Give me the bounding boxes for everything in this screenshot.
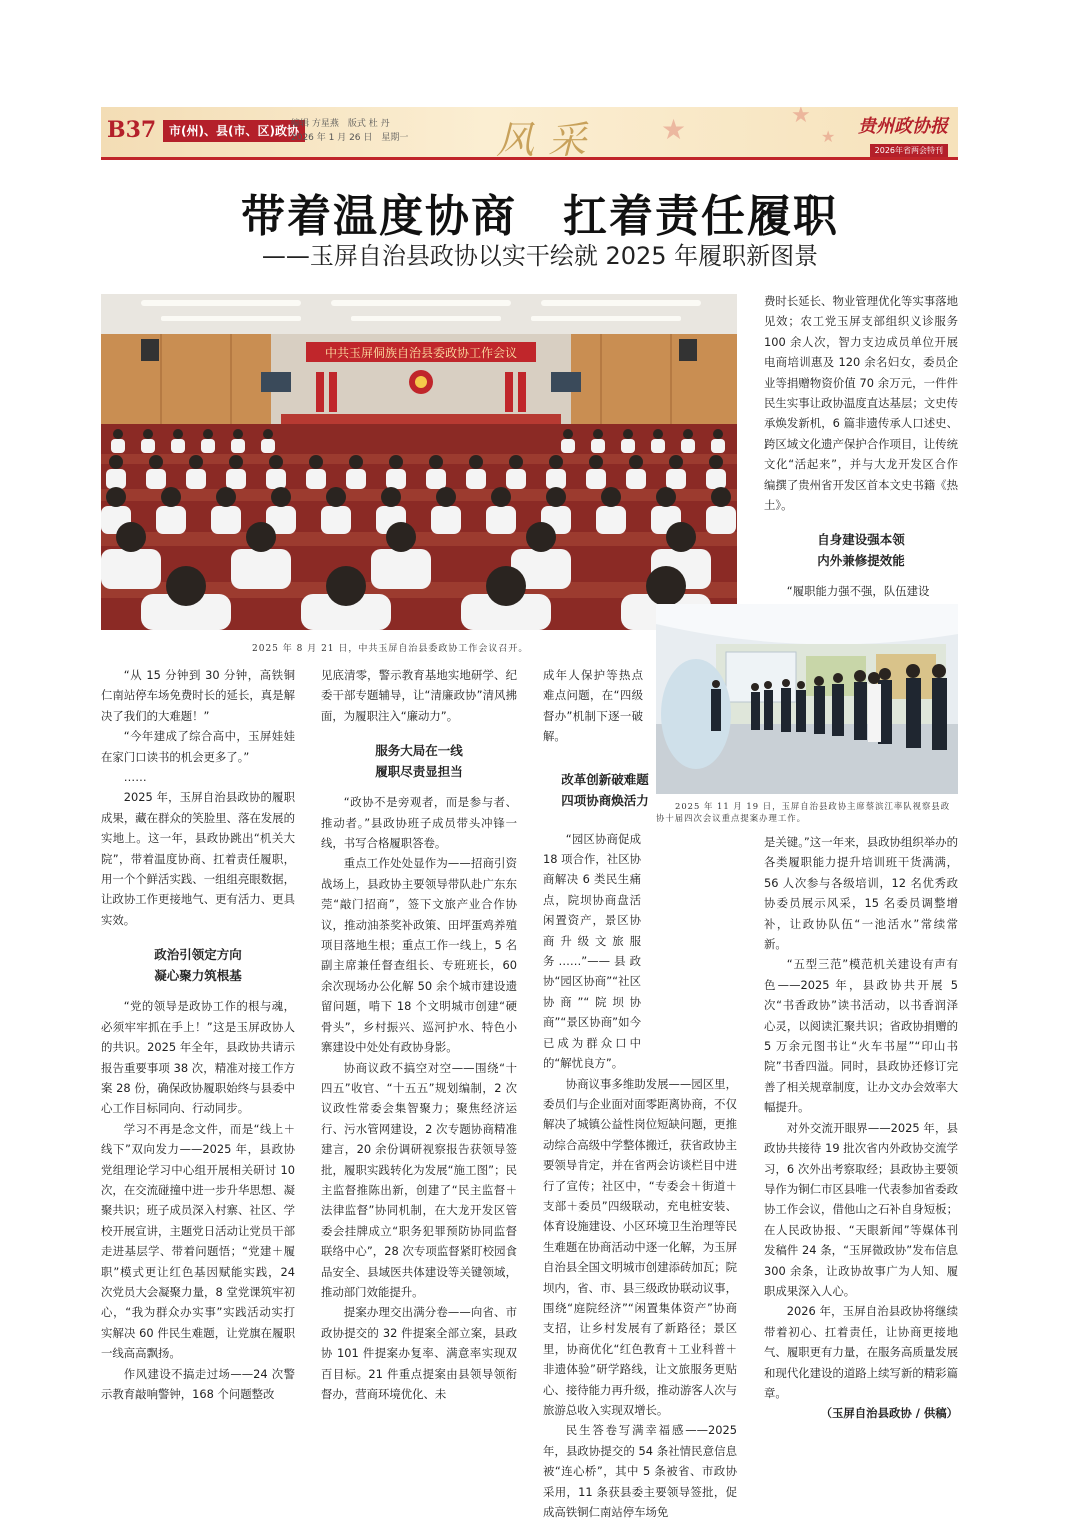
paragraph: 民生答卷写满幸福感——2025 年，县政协提交的 54 条社情民意信息被“连心桥”，其中 5 条被省、市政协采用，11 条获县委主要领导签批，促成高铁铜仁南站停车场免 — [543, 1423, 737, 1520]
section-heading — [543, 769, 667, 811]
page-header — [101, 107, 958, 157]
heading-line: 自身建设强本领 — [817, 532, 905, 548]
paragraph: “园区协商促成 18 项合作，社区协商解决 6 类民生痛点，院坝协商盘活闲置资产，景区协商升级文旅服务……”——县政协“园区协商”“社区协商”“院坝协商”“景区协商”如今已成为群众口中的“解忧良方”。 — [543, 831, 641, 1071]
article-column-4 — [764, 291, 958, 599]
paragraph: “履职能力强不强，队伍建设 — [786, 584, 930, 599]
paragraph: 2026 年，玉屏自治县政协将继续带着初心、扛着责任，让协商更接地气、履职更有力量，在服务高质量发展和现代化建设的道路上续写新的精彩篇章。 — [764, 1304, 958, 1400]
meeting-photo — [101, 294, 737, 630]
article-column-5 — [764, 832, 958, 1421]
star-decoration-icon: ★ — [661, 113, 687, 146]
paragraph: 提案办理交出满分卷——向省、市政协提交的 32 件提案全部立案，县政协 101 件提案办复率、满意率实现双百目标。21 件重点提案由县领导领衔督办，营商环境优化、未 — [321, 1305, 517, 1401]
heading-line: 凝心聚力筑根基 — [154, 968, 242, 984]
editor-meta — [291, 117, 408, 145]
photo1-caption: 2025 年 8 月 21 日，中共玉屏自治县委政协工作会议召开。 — [252, 644, 529, 654]
photo2-caption-line1: 2025 年 11 月 19 日，玉屏自治县政协主席蔡滨江率队视察县政 — [675, 801, 951, 811]
article-column-1 — [101, 665, 295, 1405]
paragraph: 协商议政不搞空对空——围绕“十四五”收官、“十五五”规划编制，2 次议政性常委会集智聚力；聚焦经济运行、污水管网建设，2 次专题协商精准建言，20 余份调研视察报告获领导签批，履职实践转化为发展“施工图”；民主监督推陈出新，创建了“民主监督＋法律监督”协同机制，在大龙开发区管委会挂牌成立“职务犯罪预防协同监督联络中心”，28 次专项监督紧盯校园食品安全、县域医共体建设等关键领域，推动部门效能提升。 — [321, 1060, 517, 1299]
masthead-sub: 2026年省两会特刊 — [870, 144, 948, 157]
paragraph: 重点工作处处显作为——招商引资战场上，县政协主要领导带队赴广东东莞“敲门招商”，签下文旅产业合作协议，推动油茶奖补政策、田坪蛋鸡养殖项目落地生根；重点工作一线上，5 名副主席兼任督查组长、专班班长，60 余次现场办公化解 50 余个城市建设遗留问题，啃下 18 个文明城市创建“硬骨头”，乡村振兴、巡河护水、特色小寨建设中处处有政协身影。 — [321, 856, 517, 1055]
article-subtitle: ——玉屏自治县政协以实干绘就 2025 年履职新图景 — [261, 242, 819, 270]
paragraph: “党的领导是政协工作的根与魂，必须牢牢抓在手上！”这是玉屏政协人的共识。2025 年全年，县政协共请示报告重要事项 38 次，精准对接工作方案 28 份，确保政协履职始终与县委中心工作目标同向、行动同步。 — [101, 999, 295, 1116]
date-line: 2026 年 1 月 26 日 星期一 — [291, 133, 409, 143]
heading-line: 履职尽责显担当 — [375, 764, 463, 780]
star-decoration-icon: ★ — [791, 107, 811, 128]
section-heading — [764, 529, 958, 571]
paragraph: 2025 年，玉屏自治县政协的履职成果，藏在群众的笑脸里、落在发展的实地上。这一年，县政协跳出“机关大院”，带着温度协商、扛着责任履职，用一个个鲜活实践、一组组亮眼数据，让政协工作更接地气、更有活力、更具实效。 — [101, 790, 295, 927]
paragraph: “政协不是旁观者，而是参与者、推动者。”县政协班子成员带头冲锋一线，书写合格履职答卷。 — [321, 795, 517, 851]
paragraph: “五型三范”模范机关建设有声有色——2025 年，县政协共开展 5 次“书香政协”读书活动，以书香润泽心灵，以阅读汇聚共识；省政协捐赠的 5 万余元图书让“火车书屋”“印山书院”书香四溢。同时，县政协还修订完善了相关规章制度，让办文办会效率大幅提升。 — [764, 957, 958, 1115]
article-column-3 — [543, 665, 737, 1520]
source-credit: （玉屏自治县政协 / 供稿） — [820, 1406, 958, 1421]
page-number: B37 — [107, 117, 157, 143]
section-tag: 市(州)、县(市、区)政协 — [163, 120, 305, 142]
paragraph: …… — [123, 770, 147, 785]
article-title: 带着温度协商 扛着责任履职 — [241, 191, 839, 242]
paragraph: 对外交流开眼界——2025 年，县政协共接待 19 批次省内外政协交流学习，6 次外出考察取经；县政协主要领导作为铜仁市区县唯一代表参加省委政协工作会议，借他山之石补自身短板；在人民政协报、“天眼新闻”等媒体刊发稿件 24 条，“玉屏微政协”发布信息 300 余条，让政协故事广为人知、履职成果深入人心。 — [764, 1120, 958, 1298]
header-rule — [101, 157, 958, 160]
masthead — [858, 112, 948, 157]
paragraph: 作风建设不搞走过场——24 次警示教育敲响警钟，168 个问题整改 — [101, 1366, 295, 1401]
editor-line: 编辑 方星燕 版式 杜 丹 — [291, 119, 390, 129]
article-column-2 — [321, 665, 517, 1405]
paragraph: “从 15 分钟到 30 分钟，高铁铜仁南站停车场免费时长的延长，真是解决了我们的大难题！” — [101, 668, 295, 723]
paragraph: “今年建成了综合高中，玉屏娃娃在家门口读书的机会更多了。” — [101, 729, 295, 764]
paragraph: 成年人保护等热点难点问题，在“四级督办”机制下逐一破解。 — [543, 668, 643, 744]
meeting-hall-illustration — [101, 294, 737, 630]
heading-line: 内外兼修提效能 — [817, 553, 905, 569]
section-heading — [321, 740, 517, 782]
paragraph: 是关键。”这一年来，县政协组织举办的各类履职能力提升培训班干货满满，56 人次参与各级培训，12 名优秀政协委员展示风采，15 名委员调整增补，让政协队伍“一池活水”常续常新。 — [764, 835, 958, 952]
heading-line: 改革创新破难题 — [561, 771, 649, 787]
heading-line: 政治引领定方向 — [154, 947, 242, 963]
heading-line: 四项协商焕活力 — [561, 792, 649, 808]
masthead-name: 贵州政协报 — [858, 116, 948, 137]
heading-line: 服务大局在一线 — [375, 743, 463, 759]
star-decoration-icon: ★ — [821, 127, 836, 146]
paragraph: 见底清零，警示教育基地实地研学、纪委干部专题辅导，让“清廉政协”清风拂面，为履职注入“廉动力”。 — [321, 668, 517, 723]
meeting-banner: 中共玉屏侗族自治县委政协工作会议 — [324, 346, 518, 360]
paragraph: 学习不再是念文件，而是“线上＋线下”双向发力——2025 年，县政协党组理论学习中心组开展相关研讨 10 次，在交流碰撞中进一步升华思想、凝聚共识；班子成员深入村寨、社区、学校开展宣讲，主题党日活动让党员干部走进基层学、带着问题悟；“党建＋履职”模式更让红色基因赋能实践，24 次党员大会凝聚力量，8 堂党课筑牢初心，“我为群众办实事”实践活动实打实解决 60 件民生难题，让党旗在履职一线高高飘扬。 — [101, 1121, 295, 1361]
paragraph: 费时长延长、物业管理优化等实事落地见效；农工党玉屏支部组织义诊服务 100 余人次，智力支边成员单位开展电商培训惠及 120 余名妇女，委员企业等捐赠物资价值 70 余万元，一件件民生实事让政协温度直达基层；文史传承焕发新机，6 篇非遗传承人口述史、跨区域文化遗产保护合作项目，让传统文化“活起来”，并与大龙开发区合作编撰了贵州省开发区首本文史书籍《热土》。 — [764, 294, 958, 513]
paragraph: 协商议事多维助发展——园区里，委员们与企业面对面零距离协商，不仅解决了城镇公益性岗位短缺问题，更推动综合高级中学整体搬迁，获省政协主要领导肯定，并在省两会访谈栏目中进行了宣传；社区中，“专委会＋街道＋支部＋委员”四级联动，充电桩安装、体育设施建设、小区环境卫生治理等民生难题在协商活动中逐一化解，为玉屏自治县全国文明城市创建添砖加瓦；院坝内，省、市、县三级政协联动议事，围绕“庭院经济”“闲置集体资产”协商支招，让乡村发展有了新路径；景区里，协商优化“红色教育＋工业科普＋非遗体验”研学路线，让文旅服务更贴心、接待能力再升级，推动游客人次与旅游总收入实现双增长。 — [543, 1076, 737, 1417]
photo2-caption-line2: 协十届四次会议重点提案办理工作。 — [656, 813, 806, 823]
column-brand: 风采 — [496, 118, 601, 157]
section-heading — [101, 944, 295, 986]
